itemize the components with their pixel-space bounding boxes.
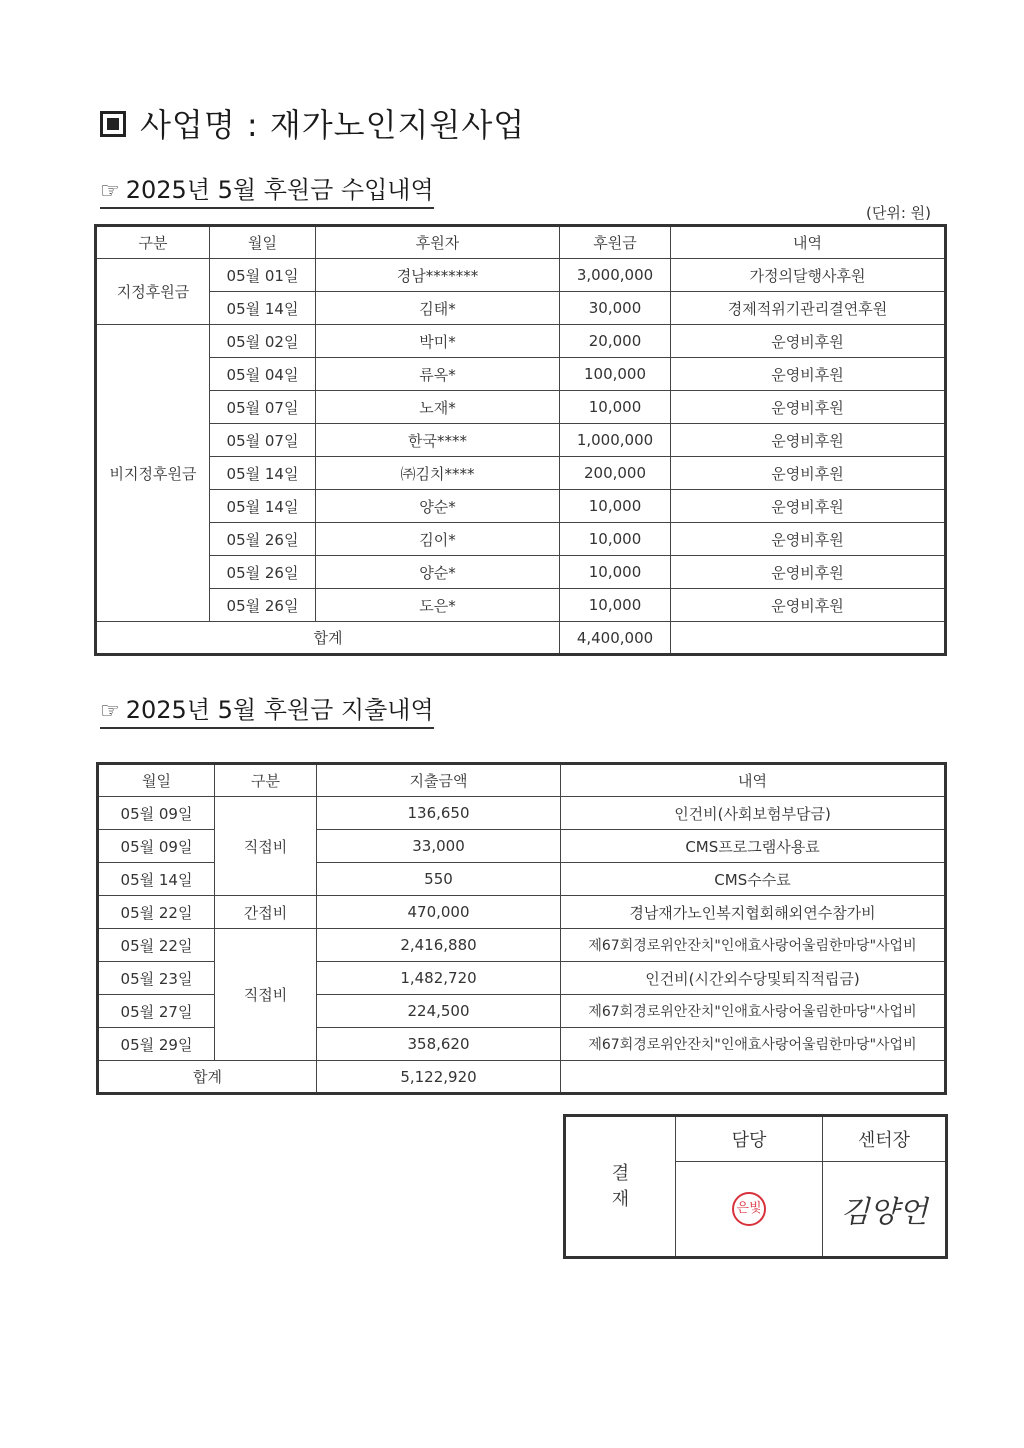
director-signature-cell (823, 1162, 947, 1258)
detail-cell: 운영비후원 (671, 358, 946, 391)
header-cell: 후원자 (316, 226, 560, 259)
detail-cell: 경남재가노인복지협회해외연수참가비 (561, 896, 946, 929)
table-row (96, 358, 946, 391)
table-row (96, 490, 946, 523)
detail-cell: CMS프로그램사용료 (561, 830, 946, 863)
group-cell: 직접비 (215, 929, 317, 1061)
amount-cell: 2,416,880 (317, 929, 561, 962)
approval-side-label (565, 1116, 676, 1258)
detail-cell: 운영비후원 (671, 523, 946, 556)
header-cell: 월일 (210, 226, 316, 259)
detail-cell: 운영비후원 (671, 457, 946, 490)
donor-cell: 노재* (316, 391, 560, 424)
detail-cell: 경제적위기관리결연후원 (671, 292, 946, 325)
detail-cell: 운영비후원 (671, 325, 946, 358)
date-cell: 05월 02일 (210, 325, 316, 358)
header-cell: 월일 (98, 764, 215, 797)
unit-label: (단위: 원) (866, 204, 931, 222)
table-row (96, 292, 946, 325)
amount-cell: 100,000 (560, 358, 671, 391)
amount-cell: 10,000 (560, 490, 671, 523)
date-cell: 05월 04일 (210, 358, 316, 391)
table-header-row (96, 226, 946, 259)
donor-cell: 양순* (316, 490, 560, 523)
detail-cell: 제67회경로위안잔치"인애효사랑어울림한마당"사업비 (561, 995, 946, 1028)
total-label: 합계 (96, 622, 560, 655)
header-cell: 내역 (671, 226, 946, 259)
detail-cell: 제67회경로위안잔치"인애효사랑어울림한마당"사업비 (561, 929, 946, 962)
table-row (98, 797, 946, 830)
date-cell: 05월 29일 (98, 1028, 215, 1061)
donor-cell: 한국**** (316, 424, 560, 457)
date-cell: 05월 14일 (210, 292, 316, 325)
approval-col-director: 센터장 (823, 1116, 947, 1162)
table-row (96, 457, 946, 490)
total-row (96, 622, 946, 655)
expense-heading-text: 2025년 5월 후원금 지출내역 (125, 696, 434, 724)
detail-cell: 운영비후원 (671, 556, 946, 589)
detail-cell: 인건비(시간외수당및퇴직적립금) (561, 962, 946, 995)
donor-cell: 경남******* (316, 259, 560, 292)
amount-cell: 200,000 (560, 457, 671, 490)
amount-cell: 550 (317, 863, 561, 896)
table-row (96, 424, 946, 457)
total-detail-empty (561, 1061, 946, 1094)
detail-cell: CMS수수료 (561, 863, 946, 896)
table-row (96, 523, 946, 556)
amount-cell: 33,000 (317, 830, 561, 863)
date-cell: 05월 27일 (98, 995, 215, 1028)
table-row (96, 391, 946, 424)
pointing-hand-icon: ☞ (100, 179, 120, 204)
approval-col-staff: 담당 (676, 1116, 823, 1162)
amount-cell: 3,000,000 (560, 259, 671, 292)
detail-cell: 운영비후원 (671, 490, 946, 523)
date-cell: 05월 14일 (210, 457, 316, 490)
detail-cell: 제67회경로위안잔치"인애효사랑어울림한마당"사업비 (561, 1028, 946, 1061)
table-row (96, 259, 946, 292)
amount-cell: 224,500 (317, 995, 561, 1028)
page-title (100, 100, 525, 146)
amount-cell: 358,620 (317, 1028, 561, 1061)
table-header-row (98, 764, 946, 797)
header-cell: 구분 (215, 764, 317, 797)
date-cell: 05월 09일 (98, 830, 215, 863)
amount-cell: 10,000 (560, 391, 671, 424)
date-cell: 05월 22일 (98, 896, 215, 929)
detail-cell: 운영비후원 (671, 391, 946, 424)
donor-cell: ㈜김치**** (316, 457, 560, 490)
date-cell: 05월 09일 (98, 797, 215, 830)
income-table (94, 224, 947, 656)
group-cell: 간접비 (215, 896, 317, 929)
header-cell: 구분 (96, 226, 210, 259)
header-cell: 내역 (561, 764, 946, 797)
donor-cell: 김태* (316, 292, 560, 325)
donor-cell: 양순* (316, 556, 560, 589)
income-heading-text: 2025년 5월 후원금 수입내역 (125, 176, 434, 204)
expense-table (96, 762, 947, 1095)
date-cell: 05월 07일 (210, 391, 316, 424)
income-heading (100, 170, 434, 209)
date-cell: 05월 01일 (210, 259, 316, 292)
total-amount: 5,122,920 (317, 1061, 561, 1094)
red-seal-stamp: 은빛 (732, 1192, 766, 1226)
detail-cell: 가정의달행사후원 (671, 259, 946, 292)
group-cell: 직접비 (215, 797, 317, 896)
date-cell: 05월 14일 (210, 490, 316, 523)
total-label: 합계 (98, 1061, 317, 1094)
amount-cell: 470,000 (317, 896, 561, 929)
table-row (96, 589, 946, 622)
table-row (96, 325, 946, 358)
pointing-hand-icon: ☞ (100, 699, 120, 724)
date-cell: 05월 14일 (98, 863, 215, 896)
amount-cell: 20,000 (560, 325, 671, 358)
approval-box (563, 1114, 948, 1259)
approval-side-label-1: 결 (611, 1162, 630, 1184)
donor-cell: 김이* (316, 523, 560, 556)
amount-cell: 1,482,720 (317, 962, 561, 995)
date-cell: 05월 26일 (210, 523, 316, 556)
approval-header-row (565, 1116, 947, 1162)
header-cell: 지출금액 (317, 764, 561, 797)
total-row (98, 1061, 946, 1094)
detail-cell: 인건비(사회보험부담금) (561, 797, 946, 830)
expense-heading (100, 690, 434, 729)
donor-cell: 류옥* (316, 358, 560, 391)
date-cell: 05월 26일 (210, 556, 316, 589)
date-cell: 05월 23일 (98, 962, 215, 995)
detail-cell: 운영비후원 (671, 424, 946, 457)
detail-cell: 운영비후원 (671, 589, 946, 622)
amount-cell: 10,000 (560, 523, 671, 556)
date-cell: 05월 22일 (98, 929, 215, 962)
donor-cell: 도은* (316, 589, 560, 622)
table-row (96, 556, 946, 589)
table-row (98, 929, 946, 962)
amount-cell: 10,000 (560, 556, 671, 589)
total-detail-empty (671, 622, 946, 655)
table-row (98, 896, 946, 929)
staff-stamp-cell (676, 1162, 823, 1258)
amount-cell: 136,650 (317, 797, 561, 830)
amount-cell: 10,000 (560, 589, 671, 622)
donor-cell: 박미* (316, 325, 560, 358)
square-bullet-icon (100, 111, 126, 137)
group-cell: 지정후원금 (96, 259, 210, 325)
director-signature: 김양언 (840, 1195, 928, 1230)
amount-cell: 1,000,000 (560, 424, 671, 457)
amount-cell: 30,000 (560, 292, 671, 325)
header-cell: 후원금 (560, 226, 671, 259)
date-cell: 05월 07일 (210, 424, 316, 457)
date-cell: 05월 26일 (210, 589, 316, 622)
approval-side-label-2: 재 (611, 1188, 630, 1210)
total-amount: 4,400,000 (560, 622, 671, 655)
page-title-text: 사업명 : 재가노인지원사업 (140, 106, 526, 144)
group-cell: 비지정후원금 (96, 325, 210, 622)
